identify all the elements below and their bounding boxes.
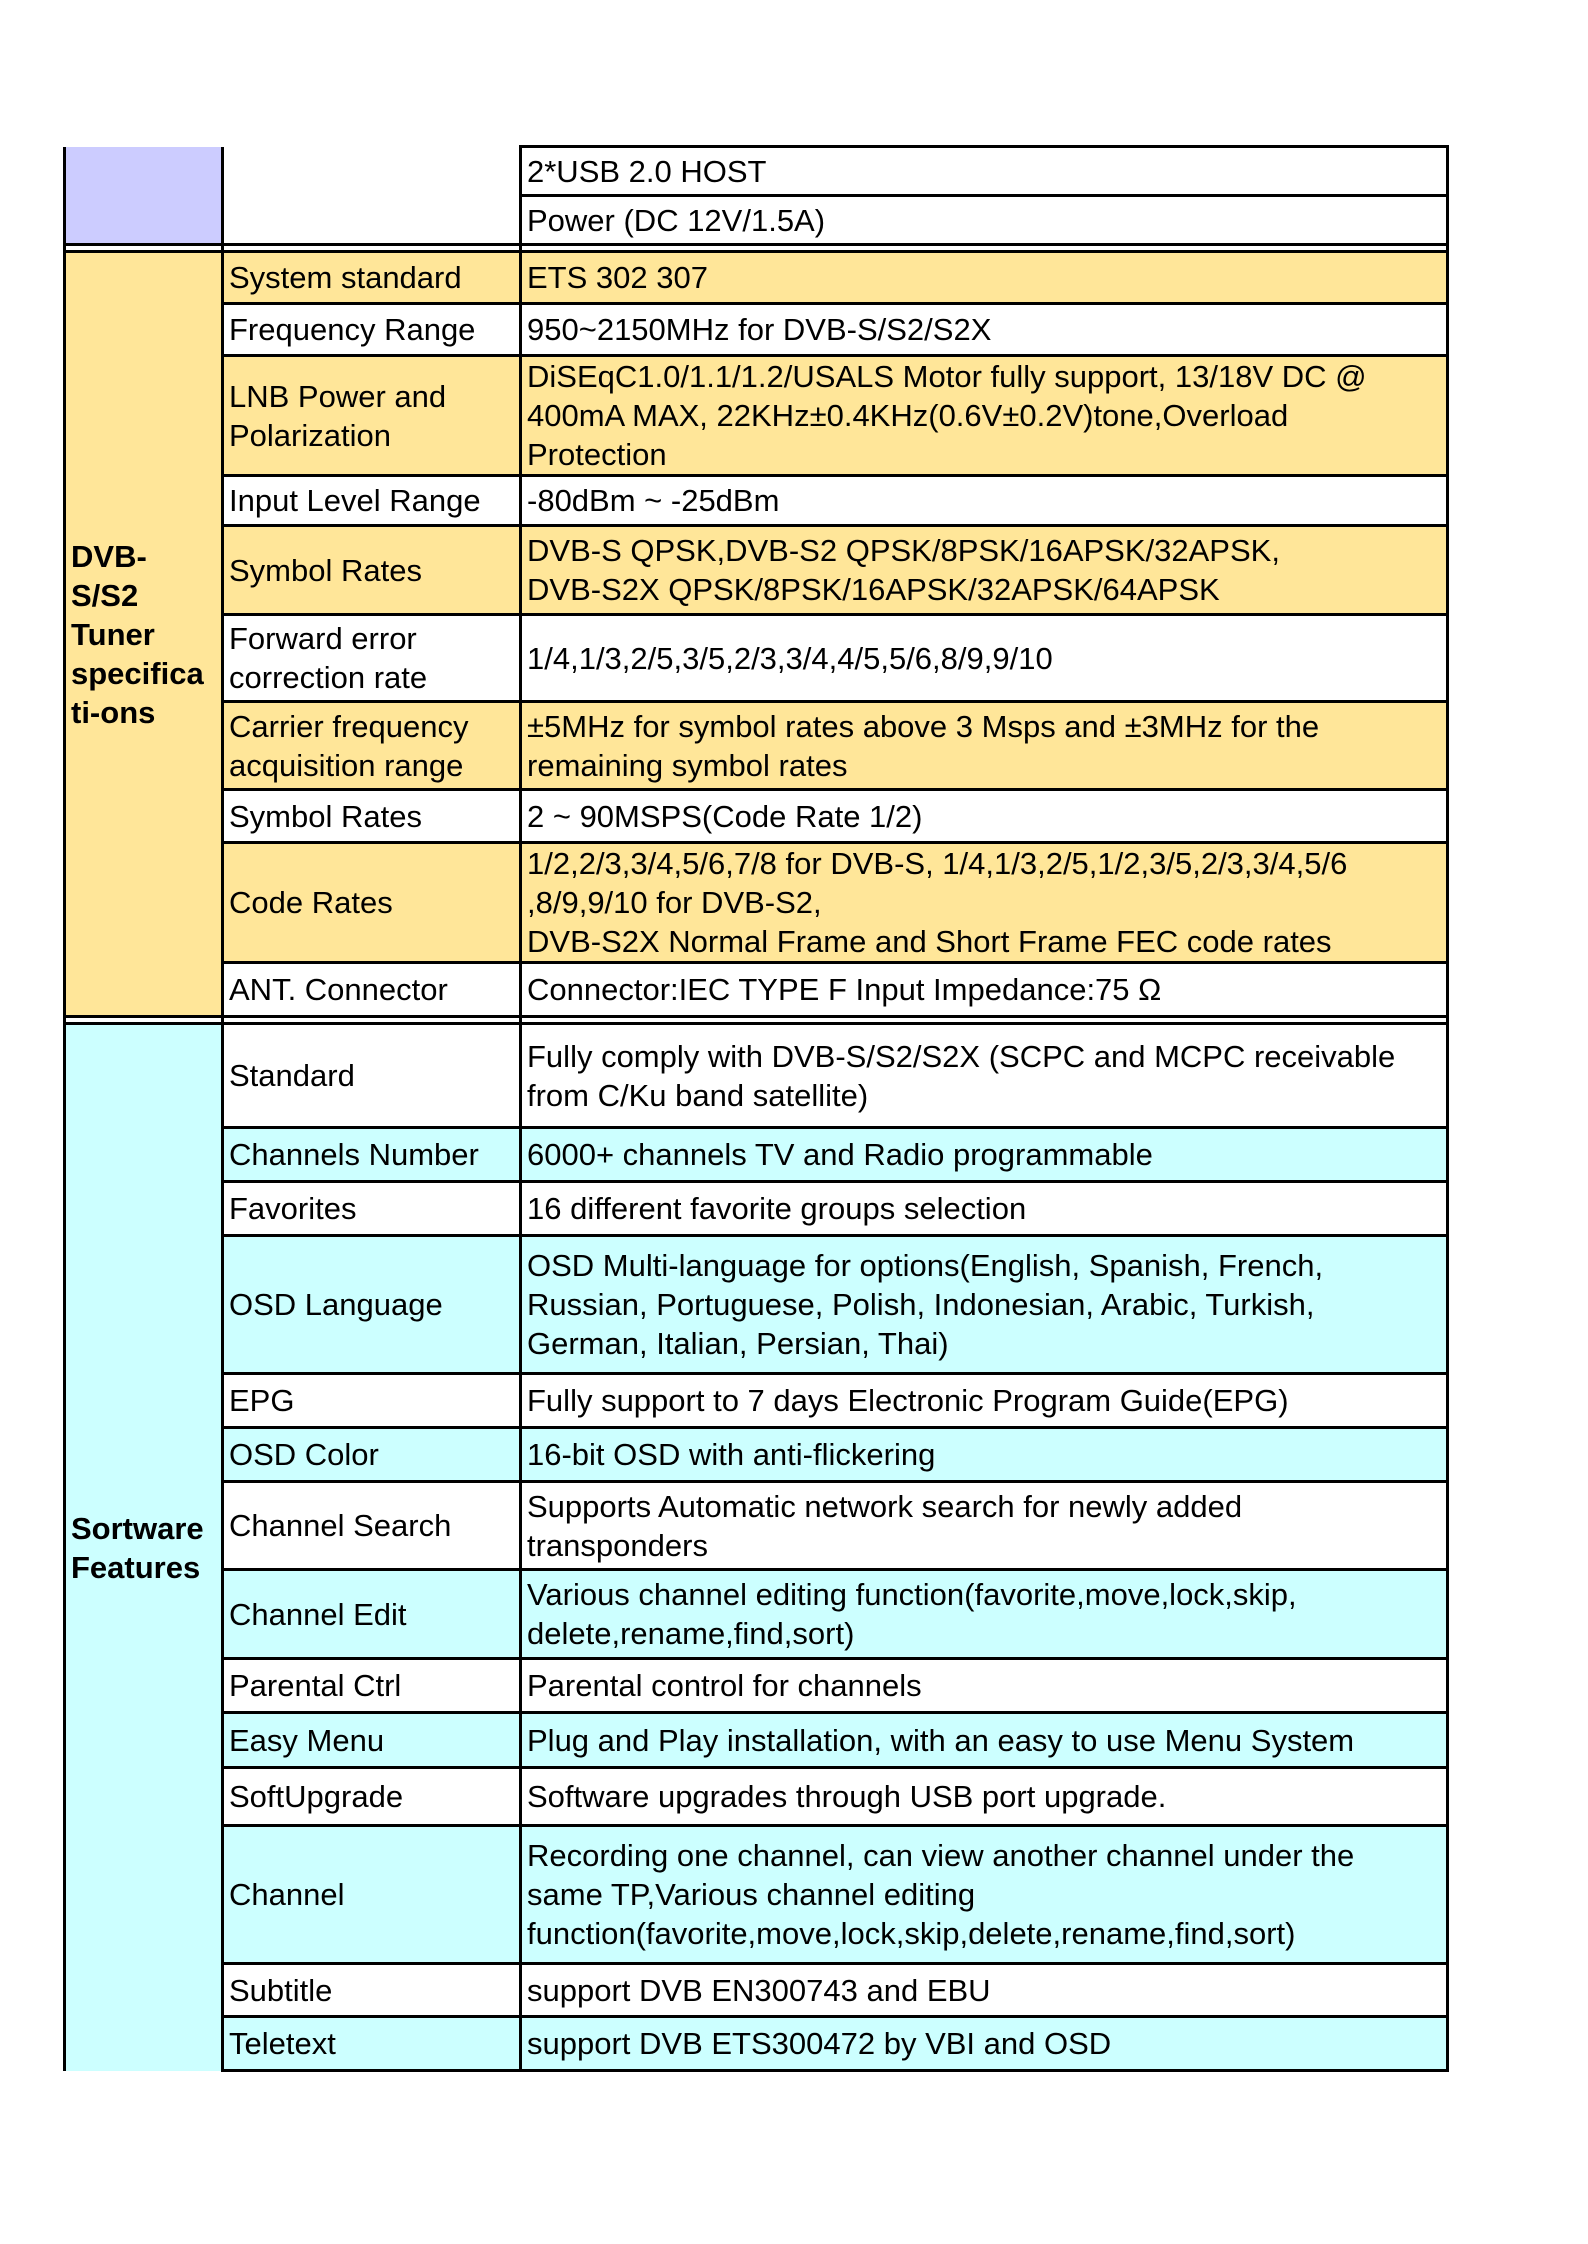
spec-value: OSD Multi-language for options(English, Spanish, French, Russian, Portuguese, Polish, Indonesian, Arabic, Turkish, German, Italian, Persian, Thai) <box>521 1236 1448 1374</box>
table-row <box>65 1374 1448 1428</box>
spec-value: 1/2,2/3,3/4,5/6,7/8 for DVB-S, 1/4,1/3,2/5,1/2,3/5,2/3,3/4,5/6 ,8/9,9/10 for DVB-S2, DVB-S2X Normal Frame and Short Frame FEC code rates <box>521 843 1448 963</box>
table-row <box>65 1826 1448 1964</box>
spec-value: DiSEqC1.0/1.1/1.2/USALS Motor fully support, 13/18V DC @ 400mA MAX, 22KHz±0.4KHz(0.6V±0.2V)tone,Overload Protection <box>521 356 1448 476</box>
spec-label: Carrier frequency acquisition range <box>223 702 521 790</box>
table-row <box>65 615 1448 702</box>
table-row <box>65 702 1448 790</box>
spec-label: System standard <box>223 252 521 304</box>
spec-value: -80dBm ~ -25dBm <box>521 476 1448 526</box>
spec-label: LNB Power and Polarization <box>223 356 521 476</box>
table-row <box>65 356 1448 476</box>
table-row <box>65 1659 1448 1713</box>
spec-label: SoftUpgrade <box>223 1768 521 1826</box>
spec-label: Forward error correction rate <box>223 615 521 702</box>
spec-label: Symbol Rates <box>223 790 521 843</box>
table-row <box>65 476 1448 526</box>
spec-value: DVB-S QPSK,DVB-S2 QPSK/8PSK/16APSK/32APSK, DVB-S2X QPSK/8PSK/16APSK/32APSK/64APSK <box>521 526 1448 615</box>
table-row <box>65 147 1448 196</box>
spec-value: 2 ~ 90MSPS(Code Rate 1/2) <box>521 790 1448 843</box>
spec-label: Symbol Rates <box>223 526 521 615</box>
spec-label: Frequency Range <box>223 304 521 356</box>
spec-value: Fully support to 7 days Electronic Program Guide(EPG) <box>521 1374 1448 1428</box>
category-tuner: DVB- S/S2 Tuner specifica ti-ons <box>65 252 223 1017</box>
table-row <box>65 1182 1448 1236</box>
table-row <box>65 2017 1448 2071</box>
table-row <box>65 252 1448 304</box>
table-row <box>65 963 1448 1017</box>
spec-label: Favorites <box>223 1182 521 1236</box>
spec-value: Parental control for channels <box>521 1659 1448 1713</box>
spec-value: Plug and Play installation, with an easy to use Menu System <box>521 1713 1448 1768</box>
table-row <box>65 1570 1448 1659</box>
table-row <box>65 1236 1448 1374</box>
table-row <box>65 1482 1448 1570</box>
spec-value: 6000+ channels TV and Radio programmable <box>521 1128 1448 1182</box>
spec-label: Standard <box>223 1024 521 1128</box>
table-row <box>65 304 1448 356</box>
spec-value: 16-bit OSD with anti-flickering <box>521 1428 1448 1482</box>
spec-value: 16 different favorite groups selection <box>521 1182 1448 1236</box>
label-cell <box>223 147 521 245</box>
table-row <box>65 1713 1448 1768</box>
table-row <box>65 1964 1448 2017</box>
spec-label: Code Rates <box>223 843 521 963</box>
category-software: Sortware Features <box>65 1024 223 2071</box>
spec-value: ETS 302 307 <box>521 252 1448 304</box>
spec-label: Channel Search <box>223 1482 521 1570</box>
spec-value: Various channel editing function(favorite,move,lock,skip, delete,rename,find,sort) <box>521 1570 1448 1659</box>
spec-label: Channel Edit <box>223 1570 521 1659</box>
table-row <box>65 1128 1448 1182</box>
spec-table <box>63 145 1449 2072</box>
spec-value: Software upgrades through USB port upgrade. <box>521 1768 1448 1826</box>
spec-label: Input Level Range <box>223 476 521 526</box>
value-cell-usb: 2*USB 2.0 HOST <box>521 147 1448 196</box>
value-cell-power: Power (DC 12V/1.5A) <box>521 196 1448 245</box>
table-row <box>65 843 1448 963</box>
spec-label: OSD Color <box>223 1428 521 1482</box>
section-gap <box>65 245 1448 252</box>
table-row <box>65 1768 1448 1826</box>
spec-label: Subtitle <box>223 1964 521 2017</box>
spec-label: Channel <box>223 1826 521 1964</box>
spec-value: Fully comply with DVB-S/S2/S2X (SCPC and MCPC receivable from C/Ku band satellite) <box>521 1024 1448 1128</box>
spec-label: Parental Ctrl <box>223 1659 521 1713</box>
spec-value: Recording one channel, can view another channel under the same TP,Various channel editing function(favorite,move,lock,skip,delete,rename,find,sort) <box>521 1826 1448 1964</box>
spec-label: Teletext <box>223 2017 521 2071</box>
spec-label: Easy Menu <box>223 1713 521 1768</box>
spec-value: support DVB ETS300472 by VBI and OSD <box>521 2017 1448 2071</box>
spec-value: 1/4,1/3,2/5,3/5,2/3,3/4,4/5,5/6,8/9,9/10 <box>521 615 1448 702</box>
spec-value: Connector:IEC TYPE F Input Impedance:75 Ω <box>521 963 1448 1017</box>
table-row <box>65 526 1448 615</box>
spec-label: ANT. Connector <box>223 963 521 1017</box>
table-row <box>65 1428 1448 1482</box>
spec-value: ±5MHz for symbol rates above 3 Msps and ±3MHz for the remaining symbol rates <box>521 702 1448 790</box>
spec-value: support DVB EN300743 and EBU <box>521 1964 1448 2017</box>
table-row <box>65 1024 1448 1128</box>
spec-label: Channels Number <box>223 1128 521 1182</box>
spec-label: EPG <box>223 1374 521 1428</box>
category-cell-interfaces <box>65 147 223 245</box>
table-row <box>65 790 1448 843</box>
section-gap <box>65 1017 1448 1024</box>
spec-label: OSD Language <box>223 1236 521 1374</box>
spec-value: 950~2150MHz for DVB-S/S2/S2X <box>521 304 1448 356</box>
spec-value: Supports Automatic network search for newly added transponders <box>521 1482 1448 1570</box>
